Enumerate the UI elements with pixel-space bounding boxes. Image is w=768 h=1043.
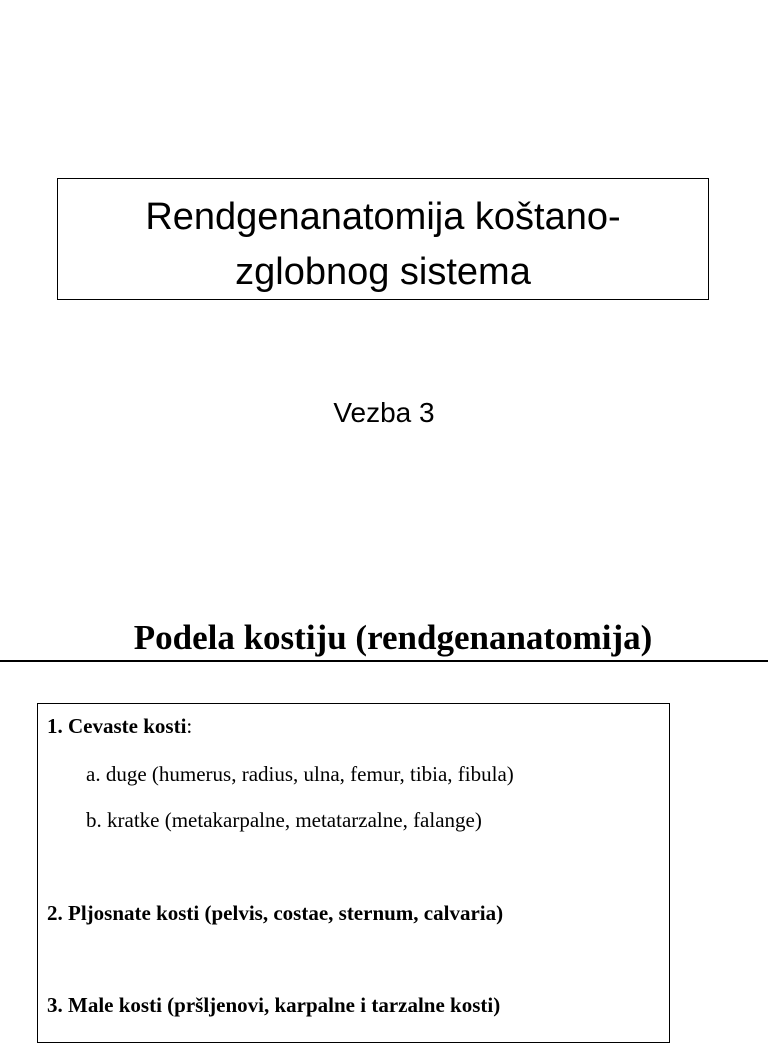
slide-title-line-2: zglobnog sistema (235, 251, 531, 293)
sub-item-short-bones: b. kratke (metakarpalne, metatarzalne, falange) (86, 808, 482, 832)
list-item-tubular-bones (47, 713, 192, 739)
list-item-flat-bones (47, 900, 503, 926)
heading-divider (0, 660, 768, 662)
sub-item-long-bones: a. duge (humerus, radius, ulna, femur, tibia, fibula) (86, 762, 514, 786)
slide-heading: Podela kostiju (rendgenanatomija) (133, 618, 653, 657)
list-item-text: 3. Male kosti (pršljenovi, karpalne i tarzalne kosti) (47, 993, 501, 1017)
list-item-text: 2. Pljosnate kosti (pelvis, costae, sternum, calvaria) (47, 901, 504, 925)
slide-subtitle: Vezba 3 (333, 397, 435, 428)
bone-classification-box (37, 703, 670, 1043)
list-item-label: 1. Cevaste kosti (47, 714, 187, 738)
title-box (57, 178, 709, 300)
slide-title-line-1: Rendgenanatomija koštano- (145, 196, 621, 238)
list-item-suffix: : (186, 714, 193, 738)
list-item-small-bones (47, 992, 500, 1018)
